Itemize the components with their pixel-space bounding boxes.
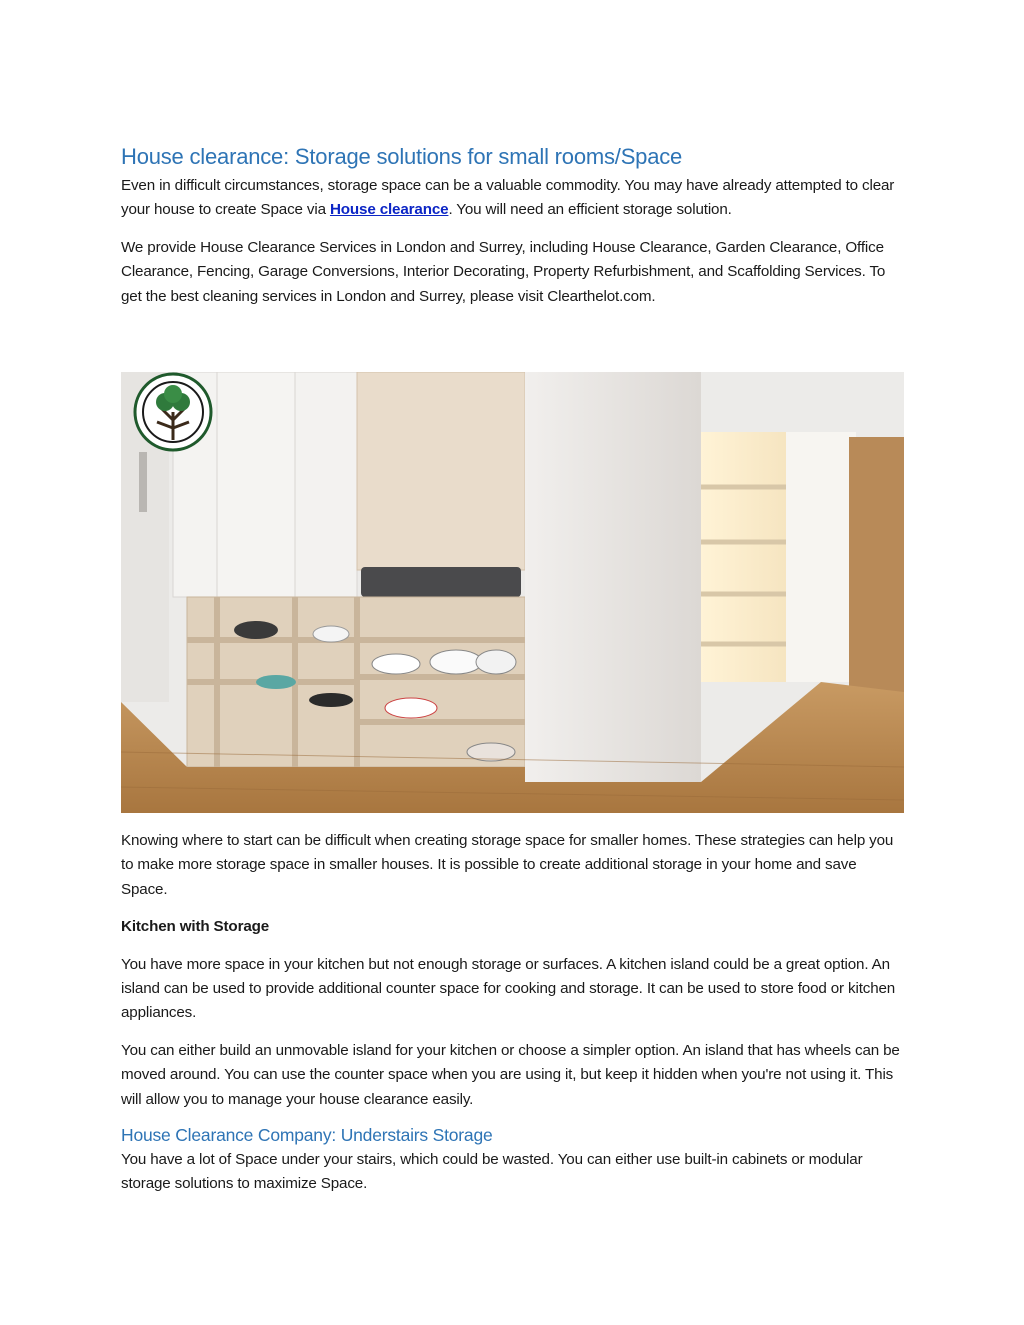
house-clearance-link[interactable]: House clearance (329, 201, 449, 219)
hallway-illustration (121, 372, 904, 813)
strategies-paragraph: Knowing where to start can be difficult when creating storage space for smaller homes. These strategies can help you to make more storage space in smaller houses. It is possible to create additional storage in your home and save Space. (121, 832, 894, 898)
document-body (121, 140, 905, 309)
intro-text-after: . You will need an efficient storage solution. (448, 201, 732, 219)
document-body-continued (121, 829, 905, 1197)
intro-paragraph (121, 174, 905, 223)
hallway-storage-photo (121, 372, 904, 813)
page-title: House clearance: Storage solutions for small rooms/Space (121, 144, 683, 169)
understairs-paragraph: You have a lot of Space under your stairs, which could be wasted. You can either use built-in cabinets or modular storage solutions to maximize Space. (121, 1151, 863, 1193)
understairs-heading: House Clearance Company: Understairs Storage (121, 1125, 493, 1146)
services-paragraph: We provide House Clearance Services in London and Surrey, including House Clearance, Garden Clearance, Office Clearance, Fencing, Garage Conversions, Interior Decorating, Property Refurbishment, and Scaffolding Services. To get the best cleaning services in London and Surrey, please visit Clearthelot.com. (121, 238, 886, 305)
kitchen-paragraph-1: You have more space in your kitchen but not enough storage or surfaces. A kitchen island could be a great option. An island can be used to provide additional counter space for cooking and storage. It can be used to store food or kitchen appliances. (121, 955, 896, 1022)
kitchen-heading (121, 915, 905, 939)
kitchen-paragraph-2: You can either build an unmovable island for your kitchen or choose a simpler option. An island that has wheels can be moved around. You can use the counter space when you are using it, but keep it hidden when you're not using it. This will allow you to manage your house clearance easily. (121, 1041, 900, 1108)
clear-the-lot-logo (135, 374, 211, 450)
intro-text-before: Even in difficult circumstances, storage space can be a valuable commodity. You may have already attempted to clear your house to create Space via (121, 177, 895, 219)
kitchen-heading-text: Kitchen with Storage (121, 918, 270, 936)
